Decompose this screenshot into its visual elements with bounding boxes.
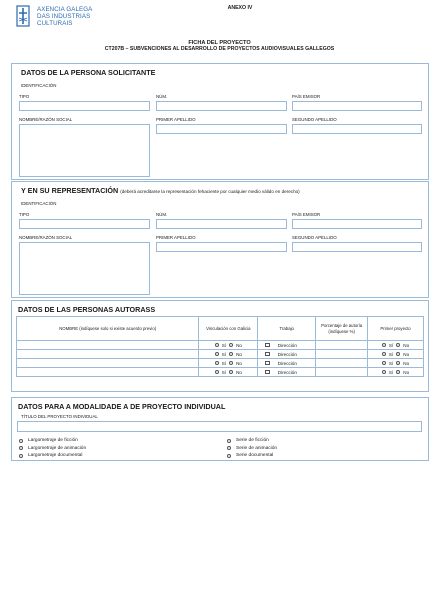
direccion-label: Dirección — [277, 342, 297, 348]
no-label: No — [236, 342, 242, 348]
num-field[interactable] — [156, 219, 287, 229]
primer-no-radio[interactable] — [396, 343, 400, 347]
si-label: Sí — [388, 342, 394, 348]
applicant-title: DATOS DE LA PERSONA SOLICITANTE — [21, 68, 156, 77]
apellido2-label: SEGUNDO APELLIDO — [292, 117, 337, 122]
galicia-cell — [199, 368, 258, 377]
representative-title — [21, 186, 300, 195]
primer-no-radio[interactable] — [396, 370, 400, 374]
modality-radio[interactable] — [227, 446, 231, 450]
galicia-no-radio[interactable] — [229, 352, 233, 356]
modality-option[interactable] — [19, 446, 86, 451]
si-label: Sí — [221, 369, 227, 375]
modality-option[interactable] — [227, 446, 277, 451]
org-line-2: DAS INDUSTRIAS — [37, 13, 91, 20]
authors-title: DATOS DE LAS PERSONAS AUTORASS — [18, 305, 156, 314]
table-row — [17, 359, 424, 368]
org-line-1: AXENCIA GALEGA — [37, 6, 93, 13]
table-row — [17, 341, 424, 350]
num-label: NÚM. — [156, 212, 168, 217]
primer-si-radio[interactable] — [382, 352, 386, 356]
modality-label: Largometraje documental — [28, 453, 83, 458]
porcentaje-cell[interactable] — [316, 368, 368, 377]
direccion-checkbox[interactable] — [265, 370, 270, 375]
porcentaje-cell[interactable] — [316, 359, 368, 368]
no-label: No — [403, 351, 410, 357]
apellido2-label: SEGUNDO APELLIDO — [292, 235, 337, 240]
direccion-checkbox[interactable] — [265, 343, 270, 348]
apellido1-label: PRIMER APELLIDO — [156, 117, 196, 122]
logo — [15, 5, 125, 29]
galicia-si-radio[interactable] — [215, 370, 219, 374]
num-field[interactable] — [156, 101, 287, 111]
author-name-cell[interactable] — [17, 359, 199, 368]
identification-label: IDENTIFICACIÓN — [21, 201, 57, 206]
porcentaje-cell[interactable] — [316, 341, 368, 350]
modality-radio[interactable] — [19, 454, 23, 458]
nombre-field[interactable] — [19, 124, 150, 177]
modality-option[interactable] — [227, 453, 273, 458]
author-name-cell[interactable] — [17, 350, 199, 359]
col-primer-header: Primer proyecto — [368, 317, 424, 341]
modality-option[interactable] — [19, 453, 82, 458]
si-label: Sí — [221, 360, 227, 366]
si-label: Sí — [221, 342, 227, 348]
col-trabajo-header: Trabajo — [258, 317, 316, 341]
nombre-field[interactable] — [19, 242, 150, 295]
apellido1-field[interactable] — [156, 124, 287, 134]
page-subtitle: CT207B – SUBVENCIONES AL DESARROLLO DE PROYECTOS AUDIOVISUALES GALLEGOS — [104, 46, 335, 52]
col-name-header: NOMBRE (indíquese solo si existe acuerdo previo) — [17, 317, 199, 341]
modality-label: Serie de ficción — [236, 438, 269, 443]
apellido1-field[interactable] — [156, 242, 287, 252]
annex-label: ANEXO IV — [227, 5, 253, 11]
si-label: Sí — [388, 360, 394, 366]
org-line-3: CULTURAIS — [37, 20, 73, 27]
individual-title: DATOS PARA A MODALIDADE A DE PROYECTO INDIVIDUAL — [18, 402, 226, 411]
titulo-field[interactable] — [17, 421, 422, 432]
pais-field[interactable] — [292, 219, 422, 229]
no-label: No — [403, 369, 410, 375]
si-label: Sí — [221, 351, 227, 357]
primer-cell — [368, 359, 424, 368]
identification-label: IDENTIFICACIÓN — [21, 83, 57, 88]
representative-note: (deberá acreditarse la representación fehaciente por cualquier medio válido en derecho) — [120, 189, 300, 194]
galicia-cell — [199, 350, 258, 359]
primer-si-radio[interactable] — [382, 370, 386, 374]
pais-field[interactable] — [292, 101, 422, 111]
titulo-label: TÍTULO DEL PROYECTO INDIVIDUAL — [21, 414, 98, 419]
pais-label: PAÍS EMISOR — [292, 212, 321, 217]
author-name-cell[interactable] — [17, 341, 199, 350]
direccion-label: Dirección — [277, 360, 297, 366]
modality-label: Serie documental — [236, 453, 274, 458]
applicant-section — [11, 63, 429, 180]
primer-cell — [368, 341, 424, 350]
direccion-checkbox[interactable] — [265, 352, 270, 357]
galicia-si-radio[interactable] — [215, 361, 219, 365]
col-porcentaje-header: Porcentaje de autoría (indíquese %) — [316, 317, 368, 341]
direccion-label: Dirección — [277, 369, 297, 375]
no-label: No — [403, 342, 410, 348]
galicia-si-radio[interactable] — [215, 343, 219, 347]
no-label: No — [236, 360, 242, 366]
galicia-no-radio[interactable] — [229, 343, 233, 347]
modality-label: Largometraje de animación — [28, 445, 87, 451]
galicia-no-radio[interactable] — [229, 361, 233, 365]
apellido2-field[interactable] — [292, 242, 422, 252]
direccion-label: Dirección — [277, 351, 297, 357]
direccion-checkbox[interactable] — [265, 361, 270, 366]
modality-label: Largometraje de ficción — [28, 438, 78, 443]
trabajo-cell — [258, 359, 316, 368]
num-label: NÚM. — [156, 94, 168, 99]
modality-radio[interactable] — [19, 446, 23, 450]
authors-section — [11, 300, 429, 392]
apellido2-field[interactable] — [292, 124, 422, 134]
table-row — [17, 350, 424, 359]
modality-option[interactable] — [227, 438, 269, 443]
tipo-label: TIPO — [19, 94, 30, 99]
primer-si-radio[interactable] — [382, 361, 386, 365]
tipo-field[interactable] — [19, 101, 150, 111]
primer-cell — [368, 350, 424, 359]
nombre-label: NOMBRE/RAZÓN SOCIAL — [19, 117, 73, 122]
individual-section — [11, 397, 429, 461]
authors-table — [16, 316, 424, 377]
si-label: Sí — [388, 369, 394, 375]
primer-no-radio[interactable] — [396, 361, 400, 365]
galicia-si-radio[interactable] — [215, 352, 219, 356]
primer-si-radio[interactable] — [382, 343, 386, 347]
no-label: No — [236, 369, 242, 375]
modality-label: Serie de animación — [236, 445, 278, 451]
no-label: No — [403, 360, 410, 366]
primer-cell — [368, 368, 424, 377]
tipo-field[interactable] — [19, 219, 150, 229]
nombre-label: NOMBRE/RAZÓN SOCIAL — [19, 235, 73, 240]
trabajo-cell — [258, 350, 316, 359]
no-label: No — [236, 351, 242, 357]
modality-radio[interactable] — [19, 439, 23, 443]
modality-option[interactable] — [19, 438, 78, 443]
trabajo-cell — [258, 341, 316, 350]
table-row — [17, 368, 424, 377]
modality-radio[interactable] — [227, 454, 231, 458]
modality-radio[interactable] — [227, 439, 231, 443]
representative-section — [11, 181, 429, 298]
tipo-label: TIPO — [19, 212, 30, 217]
pais-label: PAÍS EMISOR — [292, 94, 321, 99]
col-galicia-header: Vinculación con Galicia — [199, 317, 258, 341]
page-title: FICHA DEL PROYECTO — [188, 40, 251, 46]
representative-title-text: Y EN SU REPRESENTACIÓN — [21, 186, 119, 195]
apellido1-label: PRIMER APELLIDO — [156, 235, 196, 240]
primer-no-radio[interactable] — [396, 352, 400, 356]
si-label: Sí — [388, 351, 394, 357]
trabajo-cell — [258, 368, 316, 377]
xunta-emblem-icon — [15, 5, 31, 27]
porcentaje-cell[interactable] — [316, 350, 368, 359]
galicia-cell — [199, 341, 258, 350]
galicia-cell — [199, 359, 258, 368]
galicia-no-radio[interactable] — [229, 370, 233, 374]
author-name-cell[interactable] — [17, 368, 199, 377]
